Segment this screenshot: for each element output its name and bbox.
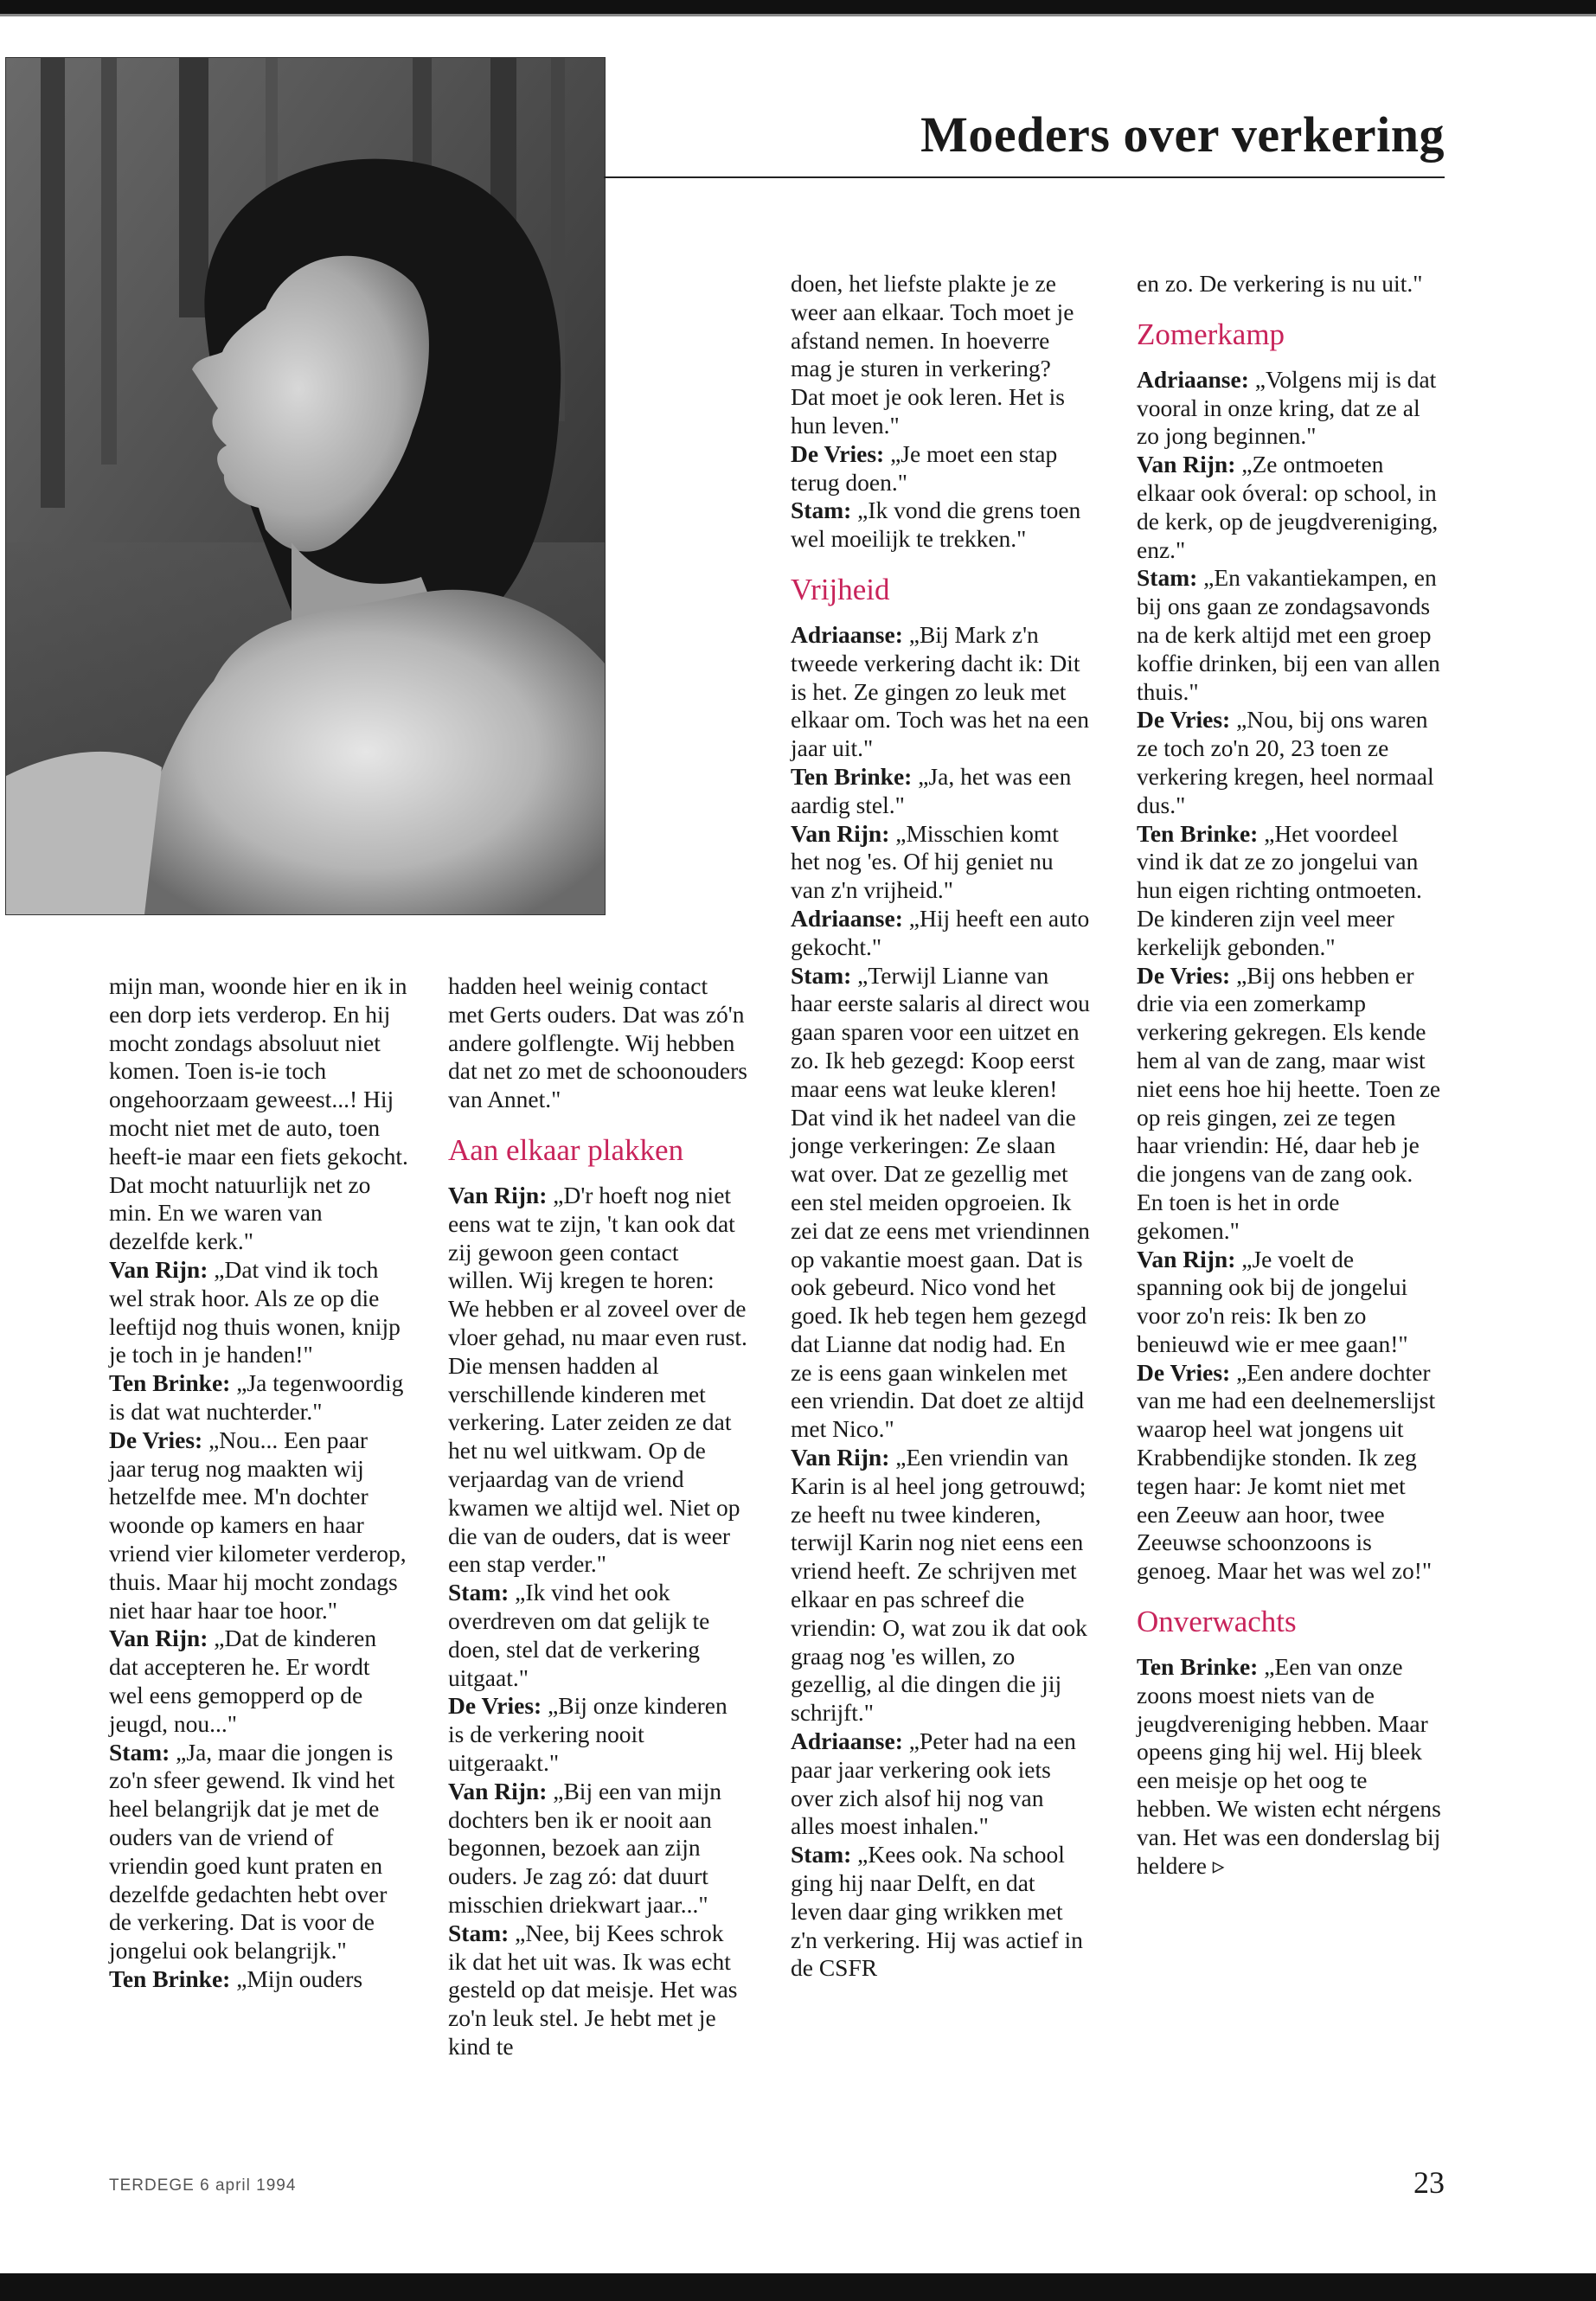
paragraph <box>791 1841 1090 1983</box>
paragraph-text: „Dat vind ik toch wel strak hoor. Als ze op die leeftijd nog thuis wonen, knijp je toch in je handen!" <box>109 1255 401 1368</box>
paragraph-text: „Nee, bij Kees schrok ik dat het uit was. Ik was echt gesteld op dat meisje. Het was zo'n leuk stel. Je hebt met je kind te <box>448 1919 738 2060</box>
paragraph <box>1137 366 1441 451</box>
speaker-name: Van Rijn: <box>448 1181 548 1208</box>
paragraph-text: „Een van onze zoons moest niets van de jeugdvereniging hebben. Maar opeens ging hij wel. Hij bleek een meisje op het oog te hebben. We wisten echt nérgens van. Het was een donderslag bij heldere ▹ <box>1137 1653 1441 1879</box>
paragraph <box>1137 1653 1441 1880</box>
paragraph <box>448 1182 747 1579</box>
page-title: Moeders over verkering <box>920 106 1445 163</box>
section-subhead: Aan elkaar plakken <box>448 1132 684 1167</box>
paragraph-text: „Nou, bij ons waren ze toch zo'n 20, 23 toen ze verkering kregen, heel normaal dus." <box>1137 706 1434 818</box>
portrait-photo <box>5 57 606 915</box>
paragraph-text: „Misschien komt het nog 'es. Of hij geniet nu van z'n vrijheid." <box>791 819 1059 904</box>
paragraph <box>1137 1359 1441 1586</box>
paragraph <box>791 621 1090 763</box>
paragraph-text: „Je moet een stap terug doen." <box>791 439 1058 496</box>
paragraph <box>1137 962 1441 1246</box>
top-rule <box>0 14 1596 16</box>
speaker-name: Stam: <box>791 961 852 989</box>
paragraph-text: „Kees ook. Na school ging hij naar Delft, en dat leven daar ging wrikken met z'n verkering. Hij was actief in de CSFR <box>791 1841 1083 1982</box>
column-2 <box>448 972 747 2061</box>
paragraph-text: „Volgens mij is dat vooral in onze kring, dat ze al zo jong beginnen." <box>1137 365 1437 450</box>
paragraph <box>791 820 1090 905</box>
paragraph-text: hadden heel weinig contact met Gerts ouders. Dat was zó'n andere golflengte. Wij hebben dat net zo met de schoonouders van Annet." <box>448 972 747 1113</box>
speaker-name: Adriaanse: <box>1137 365 1249 393</box>
section-subhead: Zomerkamp <box>1137 317 1285 351</box>
paragraph <box>448 1579 747 1692</box>
speaker-name: Adriaanse: <box>791 904 903 932</box>
paragraph-text: „Mijn ouders <box>230 1965 363 1992</box>
paragraph <box>448 1920 747 2061</box>
paragraph-text: „En vakantiekampen, en bij ons gaan ze zondagsavonds na de kerk altijd met een groep koffie drinken, bij een van allen thuis." <box>1137 564 1440 705</box>
paragraph <box>1137 820 1441 962</box>
paragraph <box>448 972 747 1114</box>
paragraph-text: „D'r hoeft nog niet eens wat te zijn, 't kan ook dat zij gewoon geen contact willen. Wij kregen te horen: We hebben er al zoveel over de vloer gehad, nu maar even rust. Die mensen hadden al verschillende kinderen met verkering. Later zeiden ze dat het nu wel uitkwam. Op de verjaardag van de vriend kwamen we altijd wel. Niet op die van de ouders, dat is weer een stap verder." <box>448 1181 747 1578</box>
speaker-name: Ten Brinke: <box>1137 819 1259 847</box>
paragraph-text: „Een vriendin van Karin is al heel jong getrouwd; ze heeft nu twee kinderen, terwijl Karin nog niet eens een vriend heeft. Ze schrijven met elkaar en pas schreef die vriendin: O, wat zou ik dat ook graag nog 'es willen, zo gezellig, al die dingen die jij schrijft." <box>791 1444 1087 1727</box>
speaker-name: Adriaanse: <box>791 1727 903 1755</box>
paragraph-text: „Ik vind het ook overdreven om dat gelijk te doen, stel dat de verkering uitgaat." <box>448 1579 710 1691</box>
speaker-name: De Vries: <box>791 439 885 467</box>
paragraph-text: „Bij onze kinderen is de verkering nooit uitgeraakt." <box>448 1692 727 1776</box>
paragraph-text: „Ja, maar die jongen is zo'n sfeer gewend. Ik vind het heel belangrijk dat je met de ouders van de vriend of vriendin goed kunt praten en dezelfde gedachten hebt over de verkering. Dat is voor de jongelui ook belangrijk." <box>109 1738 395 1965</box>
speaker-name: Van Rijn: <box>109 1255 208 1283</box>
speaker-name: Adriaanse: <box>791 620 903 648</box>
paragraph-text: „Het voordeel vind ik dat ze zo jongelui van hun eigen richting ontmoeten. De kinderen zijn veel meer kerkelijk gebonden." <box>1137 819 1422 960</box>
speaker-name: De Vries: <box>109 1426 203 1453</box>
speaker-name: Stam: <box>448 1579 510 1606</box>
paragraph-text: „Bij ons hebben er drie via een zomerkamp verkering gekregen. Els kende hem al van de zang, maar wist niet eens hoe hij heette. Toen ze op reis gingen, zei ze tegen haar vriendin: Hé, daar heb je die jongens van de zang ook. En toen is het in orde gekomen." <box>1137 961 1441 1244</box>
speaker-name: Ten Brinke: <box>791 762 913 790</box>
bottom-border <box>0 2273 1596 2301</box>
paragraph-text: „Je voelt de spanning ook bij de jongelui voor zo'n reis: Ik ben zo benieuwd wie er mee gaan!" <box>1137 1245 1408 1357</box>
portrait-photo-icon <box>6 58 605 914</box>
paragraph <box>1137 1246 1441 1359</box>
header-rule <box>604 176 1445 178</box>
column-3 <box>791 270 1090 1983</box>
speaker-name: Ten Brinke: <box>109 1369 231 1397</box>
paragraph <box>791 905 1090 962</box>
paragraph <box>791 440 1090 497</box>
footer-publication: TERDEGE 6 april 1994 <box>109 2176 297 2195</box>
speaker-name: Ten Brinke: <box>1137 1653 1259 1681</box>
paragraph-text: „Bij Mark z'n tweede verkering dacht ik: Dit is het. Ze gingen zo leuk met elkaar om. Toch was het na een jaar uit." <box>791 620 1089 762</box>
paragraph <box>109 1369 408 1426</box>
speaker-name: De Vries: <box>448 1692 542 1720</box>
paragraph <box>109 972 408 1256</box>
speaker-name: Stam: <box>1137 564 1198 592</box>
paragraph-text: „Dat de kinderen dat accepteren he. Er wordt wel eens gemopperd op de jeugd, nou..." <box>109 1625 377 1737</box>
speaker-name: Van Rijn: <box>791 819 890 847</box>
paragraph <box>1137 706 1441 819</box>
paragraph <box>448 1692 747 1777</box>
paragraph <box>1137 564 1441 706</box>
speaker-name: Van Rijn: <box>791 1444 890 1471</box>
paragraph <box>109 1739 408 1965</box>
paragraph-text: „Ja tegenwoordig is dat wat nuchterder." <box>109 1369 404 1425</box>
paragraph-text: „Ja, het was een aardig stel." <box>791 762 1072 818</box>
paragraph <box>109 1625 408 1738</box>
paragraph <box>109 1965 408 1994</box>
column-4 <box>1137 270 1441 1880</box>
paragraph <box>791 962 1090 1445</box>
paragraph <box>109 1426 408 1625</box>
paragraph-text: „Ze ontmoeten elkaar ook óveral: op school, in de kerk, op de jeugdvereniging, enz." <box>1137 451 1439 563</box>
section-subhead: Onverwachts <box>1137 1605 1297 1639</box>
paragraph <box>109 1256 408 1369</box>
speaker-name: De Vries: <box>1137 961 1231 989</box>
speaker-name: Stam: <box>109 1738 170 1766</box>
paragraph <box>791 270 1090 440</box>
speaker-name: Van Rijn: <box>448 1777 548 1804</box>
speaker-name: Stam: <box>448 1919 510 1946</box>
speaker-name: Van Rijn: <box>1137 1245 1236 1272</box>
speaker-name: De Vries: <box>1137 706 1231 734</box>
speaker-name: Van Rijn: <box>109 1625 208 1652</box>
paragraph <box>791 1727 1090 1841</box>
paragraph-text: „Hij heeft een auto gekocht." <box>791 904 1090 960</box>
speaker-name: Ten Brinke: <box>109 1965 231 1992</box>
paragraph <box>791 763 1090 820</box>
paragraph <box>448 1778 747 1920</box>
paragraph <box>791 1444 1090 1727</box>
paragraph <box>791 497 1090 554</box>
paragraph <box>1137 451 1441 564</box>
speaker-name: Van Rijn: <box>1137 451 1236 478</box>
column-1 <box>109 972 408 1994</box>
paragraph-text: doen, het liefste plakte je ze weer aan elkaar. Toch moet je afstand nemen. In hoeverre mag je sturen in verkering? Dat moet je ook leren. Het is hun leven." <box>791 270 1074 439</box>
paragraph-text: „Terwijl Lianne van haar eerste salaris al direct wou gaan sparen voor een uitzet en zo. Ik heb gezegd: Koop eerst maar eens wat leuke kleren! Dat vind ik het nadeel van die jonge verkeringen: Ze slaan wat over. Dat ze gezellig met een stel meiden opgroeien. Ik zei dat ze eens met vriendinnen op vakantie moest gaan. Dat is ook gebeurd. Nico vond het goed. Ik heb tegen hem gezegd dat Lianne dat nodig had. En ze is eens gaan winkelen met een vriendin. Dat doet ze altijd met Nico." <box>791 961 1090 1443</box>
speaker-name: De Vries: <box>1137 1358 1231 1386</box>
paragraph-text: mijn man, woonde hier en ik in een dorp iets verderop. En hij mocht zondags absoluut niet komen. Toen is-ie toch ongehoorzaam geweest...! Hij mocht niet met de auto, toen heeft-ie maar een fiets gekocht. Dat mocht natuurlijk net zo min. En we waren van dezelfde kerk." <box>109 972 408 1255</box>
speaker-name: Stam: <box>791 1841 852 1868</box>
paragraph-text: „Een andere dochter van me had een deelnemerslijst waarop heel wat jongens uit Krabbendijke stonden. Ik zeg tegen haar: Je komt niet met een Zeeuw aan hoor, twee Zeeuwse schoonzoons is genoeg. Maar het was wel zo!" <box>1137 1358 1436 1585</box>
paragraph-text: „Nou... Een paar jaar terug nog maakten wij hetzelfde mee. M'n dochter woonde op kamers en haar vriend vier kilometer verderop, thuis. Maar hij mocht zondags niet haar haar toe hoor." <box>109 1426 407 1624</box>
speaker-name: Stam: <box>791 497 852 524</box>
paragraph-text: „Peter had na een paar jaar verkering ook iets over zich alsof hij nog van alles moest inhalen." <box>791 1727 1076 1840</box>
paragraph <box>1137 270 1441 298</box>
paragraph-text: en zo. De verkering is nu uit." <box>1137 270 1423 297</box>
paragraph-text: „Bij een van mijn dochters ben ik er nooit aan begonnen, bezoek aan zijn ouders. Je zag zó: dat duurt misschien driekwart jaar..." <box>448 1777 721 1918</box>
top-border <box>0 0 1596 14</box>
paragraph-text: „Ik vond die grens toen wel moeilijk te trekken." <box>791 497 1081 553</box>
page-number: 23 <box>1413 2165 1445 2200</box>
section-subhead: Vrijheid <box>791 572 890 606</box>
